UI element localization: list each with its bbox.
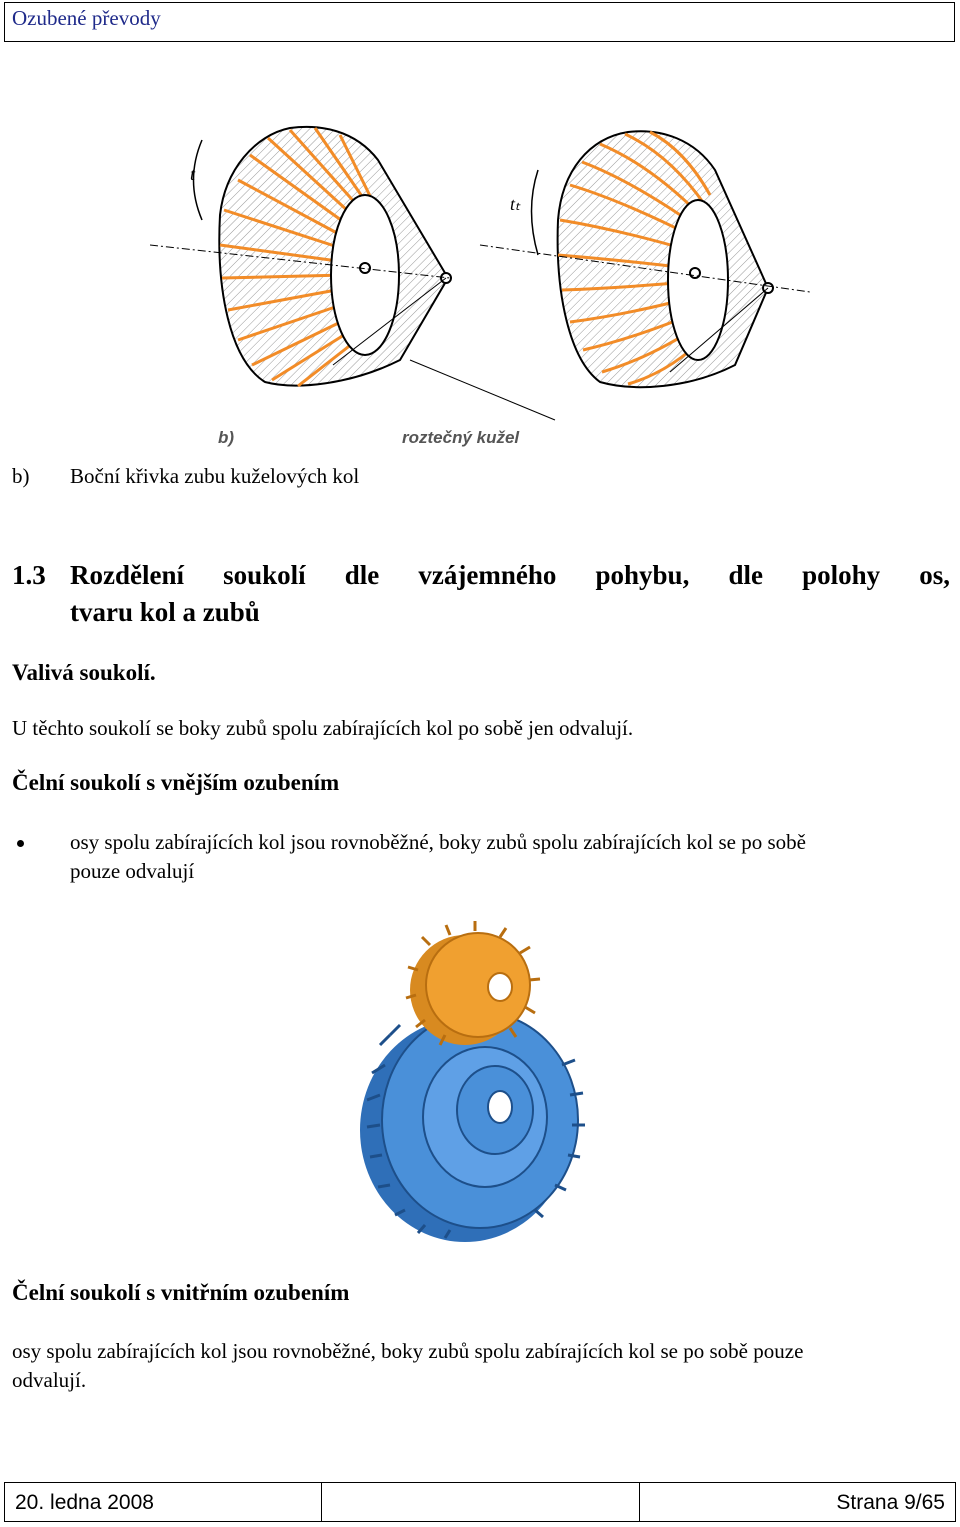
curved-tooth-cone [410, 131, 810, 420]
external-bullet-line2: pouze odvalují [70, 859, 195, 883]
straight-tooth-cone [150, 127, 451, 386]
external-heading: Čelní soukolí s vnějším ozubením [12, 770, 340, 795]
section-title-line1: Rozdělení soukolí dle vzájemného pohybu, dle polohy os, [70, 560, 950, 590]
rolling-heading: Valivá soukolí. [12, 660, 156, 685]
footer-middle-cell [322, 1483, 640, 1521]
spur-gear-drawing [300, 895, 660, 1245]
page-footer [4, 1482, 956, 1522]
section-number: 1.3 [12, 560, 46, 590]
svg-text:tₜ: tₜ [510, 194, 521, 214]
internal-text-line1: osy spolu zabírajících kol jsou rovnoběžné, boky zubů spolu zabírajících kol se po sobě pouze [12, 1339, 804, 1363]
section-title-line2: tvaru kol a zubů [70, 597, 260, 627]
footer-date: 20. ledna 2008 [15, 1491, 154, 1514]
pitch-cone-label: roztečný kužel [402, 428, 520, 447]
bevel-gear-drawing [150, 110, 820, 455]
footer-date-cell [5, 1483, 322, 1521]
bevel-gear-figure [150, 110, 820, 455]
footer-page-cell [640, 1483, 955, 1521]
bullet-icon [17, 840, 24, 847]
external-bullet-line1: osy spolu zabírajících kol jsou rovnoběžné, boky zubů spolu zabírajících kol se po sobě [70, 830, 806, 854]
internal-heading: Čelní soukolí s vnitřním ozubením [12, 1280, 350, 1305]
large-gear [360, 1012, 585, 1242]
rolling-text: U těchto soukolí se boky zubů spolu zabírajících kol po sobě jen odvalují. [12, 716, 634, 740]
internal-text-line2: odvalují. [12, 1368, 87, 1392]
caption-marker: b) [12, 464, 30, 488]
footer-page-number: Strana 9/65 [836, 1491, 945, 1514]
figure-label-b: b) [218, 428, 235, 447]
spur-gear-figure [300, 895, 660, 1245]
svg-text:t: t [190, 164, 196, 184]
header-title: Ozubené převody [12, 6, 161, 30]
caption-text: Boční křivka zubu kuželových kol [70, 464, 360, 488]
